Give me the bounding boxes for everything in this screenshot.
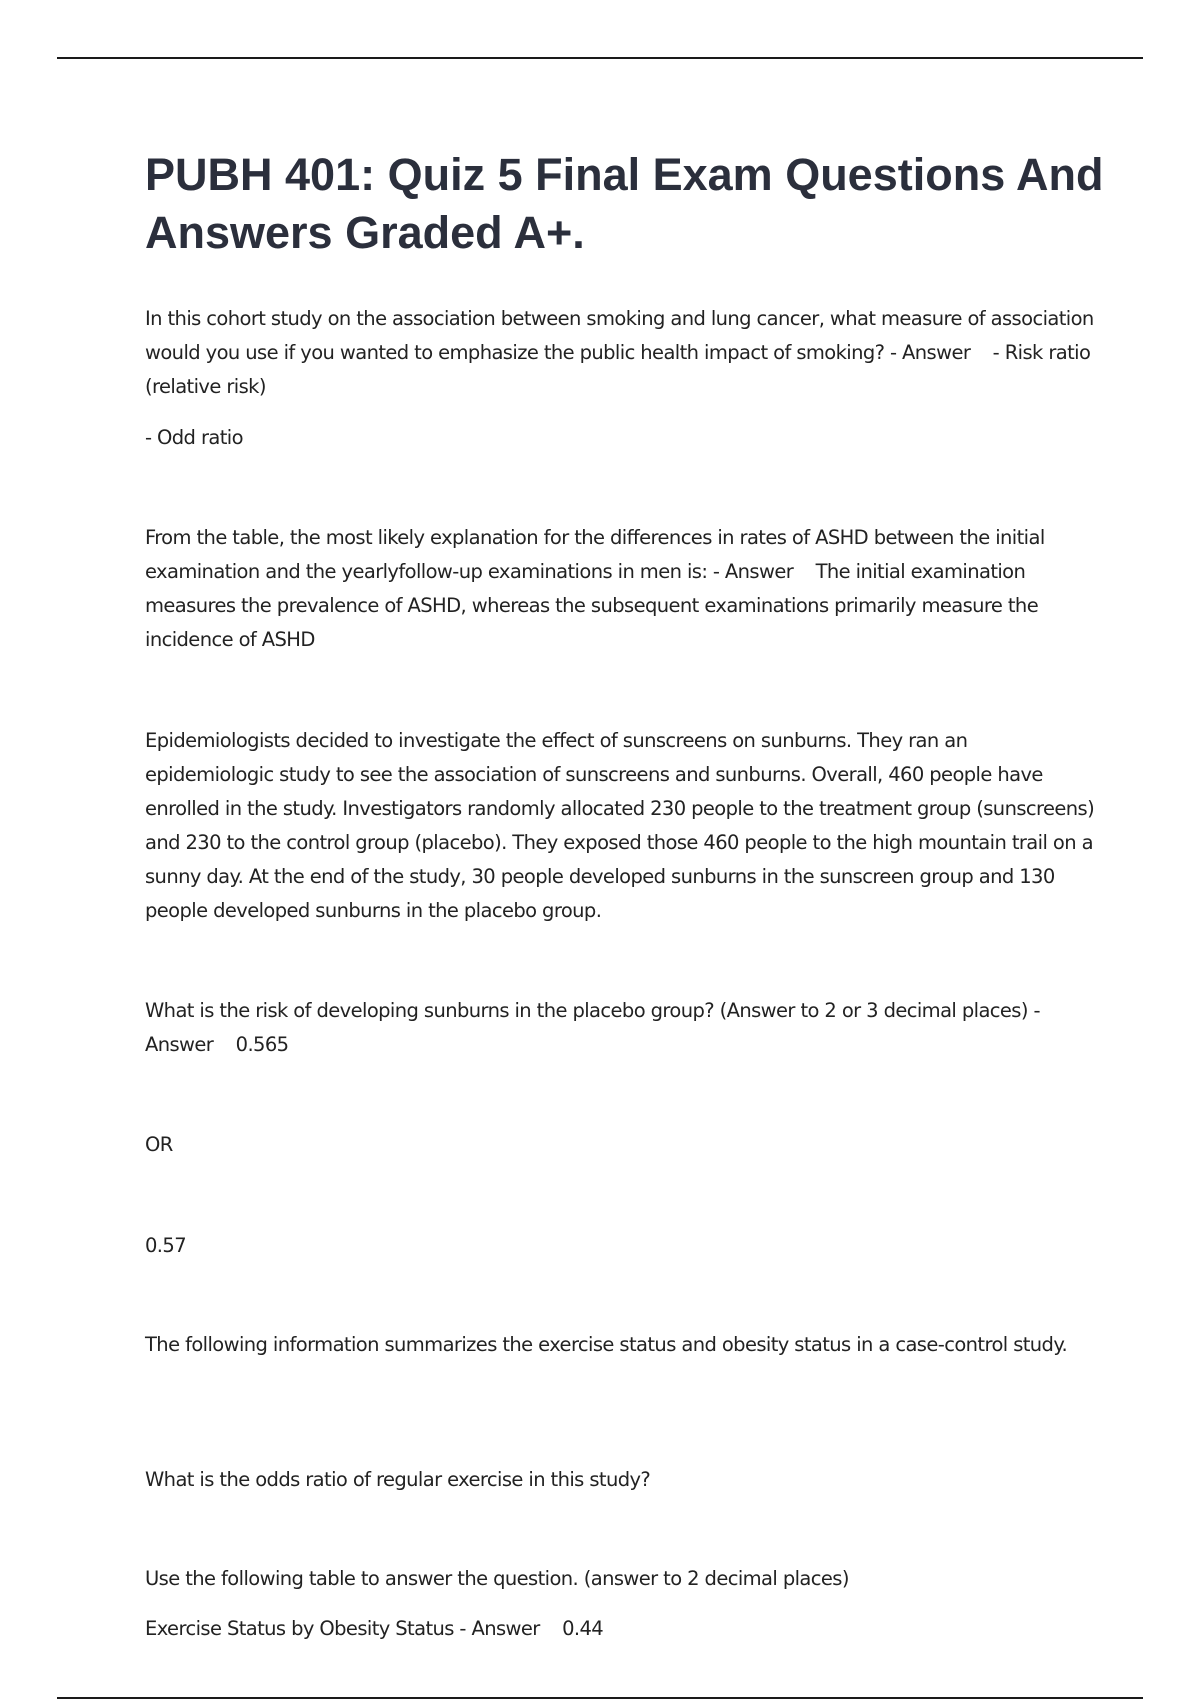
question-5-text: Exercise Status by Obesity Status - Answer [145, 1617, 540, 1640]
document-title: PUBH 401: Quiz 5 Final Exam Questions And Answers Graded A+. [145, 149, 1104, 258]
question-5-answer: 0.44 [562, 1617, 604, 1640]
or-text: OR [145, 1133, 173, 1156]
question-1 [145, 302, 1095, 404]
table-instruction: Use the following table to answer the question. (answer to 2 decimal places) [145, 1567, 849, 1590]
question-1-answer: - Risk ratio (relative risk) [145, 341, 1091, 398]
case-control-intro: The following information summarizes the exercise status and obesity status in a case-control study. [145, 1333, 1068, 1356]
question-4: What is the odds ratio of regular exercise in this study? [145, 1468, 651, 1491]
question-1-text: In this cohort study on the association between smoking and lung cancer, what measure of association would you use if you wanted to emphasize the public health impact of smoking? - Answer [145, 307, 1094, 364]
question-5 [145, 1612, 1095, 1646]
question-2-text: From the table, the most likely explanation for the differences in rates of ASHD between the initial examination and the yearlyfollow-up examinations in men is: - Answer [145, 526, 1045, 583]
question-3-text: What is the risk of developing sunburns in the placebo group? (Answer to 2 or 3 decimal places) - Answer [145, 999, 1040, 1056]
top-rule [57, 57, 1143, 59]
question-2-answer: The initial examination measures the prevalence of ASHD, whereas the subsequent examinations primarily measure the incidence of ASHD [145, 560, 1039, 651]
bottom-rule [57, 1697, 1143, 1699]
question-2 [145, 521, 1095, 657]
option-odd-ratio: - Odd ratio [145, 426, 243, 449]
alt-answer-value: 0.57 [145, 1234, 187, 1257]
question-3-answer: 0.565 [235, 1033, 289, 1056]
question-3 [145, 994, 1095, 1062]
scenario-paragraph: Epidemiologists decided to investigate the effect of sunscreens on sunburns. They ran an epidemiologic study to see the association of sunscreens and sunburns. Overall, 460 people have enrolled in the study. Investigators randomly allocated 230 people to the treatment group (sunscreens) and 230 to the control group (placebo). They exposed those 460 people to the high mountain trail on a sunny day. At the end of the study, 30 people developed sunburns in the sunscreen group and 130 people developed sunburns in the placebo group. [145, 729, 1095, 922]
